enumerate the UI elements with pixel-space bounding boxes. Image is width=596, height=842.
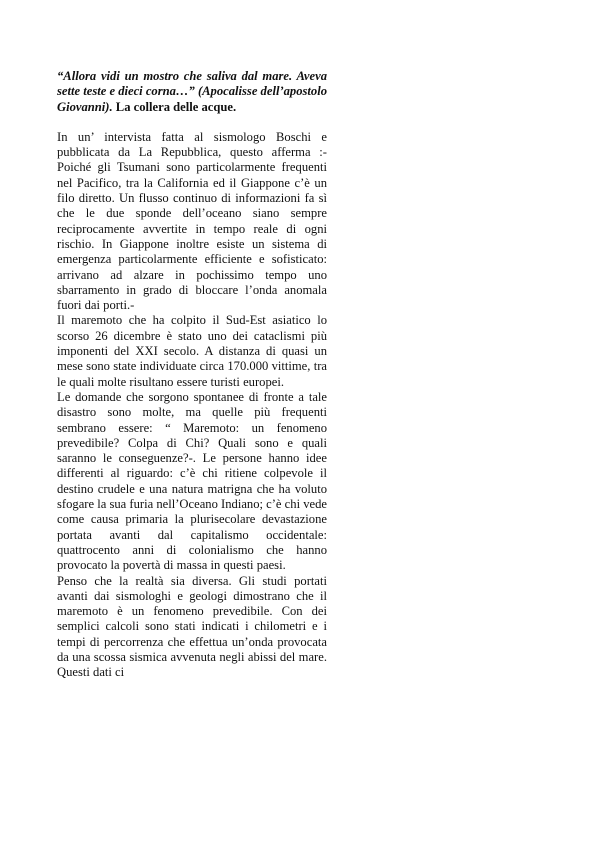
paragraph-tsunami: Il maremoto che ha colpito il Sud-Est asiatico lo scorso 26 dicembre è stato uno dei cataclismi più imponenti del XXI secolo. A distanza di quasi un mese sono state individuate circa 170.000 vittime, tra le quali molte risultano essere turisti europei. xyxy=(57,313,327,389)
paragraph-interview: In un’ intervista fatta al sismologo Boschi e pubblicata da La Repubblica, questo afferma :- Poiché gli Tsumani sono particolarmente frequenti nel Pacifico, tra la California ed il Giappone c’è un filo diretto. Un flusso continuo di informazioni fa sì che le due sponde dell’oceano siano sempre reciprocamente avvertite in tempo reale di ogni rischio. In Giappone inoltre esiste un sistema di emergenza particolarmente efficiente e sofisticato: arrivano ad alzare in pochissimo tempo uno sbarramento in grado di bloccare l’onda anomala fuori dai porti.- xyxy=(57,129,327,313)
article-heading xyxy=(57,69,327,115)
opening-quote: “Allora vidi un mostro che saliva dal mare. Aveva sette teste e dieci corna…” (Apocalisse dell’apostolo Giovanni). xyxy=(57,69,328,114)
paragraph-opinion: Penso che la realtà sia diversa. Gli studi portati avanti dai sismologhi e geologi dimostrano che il maremoto è un fenomeno prevedibile. Con dei semplici calcoli sono stati indicati i chilometri e i tempi di percorrenza che effettua un’onda provocata da una scossa sismica avvenuta negli abissi del mare. Questi dati ci xyxy=(57,573,327,680)
article-column xyxy=(57,69,327,681)
article-title: La collera delle acque. xyxy=(112,99,237,114)
paragraph-questions: Le domande che sorgono spontanee di fronte a tale disastro sono molte, ma quelle più frequenti sembrano essere: “ Maremoto: un fenomeno prevedibile? Colpa di Chi? Quali sono e quali saranno le conseguenze?-. Le persone hanno idee differenti al riguardo: c’è chi ritiene colpevole il destino crudele e una natura matrigna che ha voluto sfogare la sua furia nell’Oceano Indiano; c’è chi vede come causa primaria la plurisecolare devastazione portata avanti dal capitalismo occidentale: quattrocento anni di colonialismo che hanno provocato la povertà di massa in questi paesi. xyxy=(57,389,327,573)
